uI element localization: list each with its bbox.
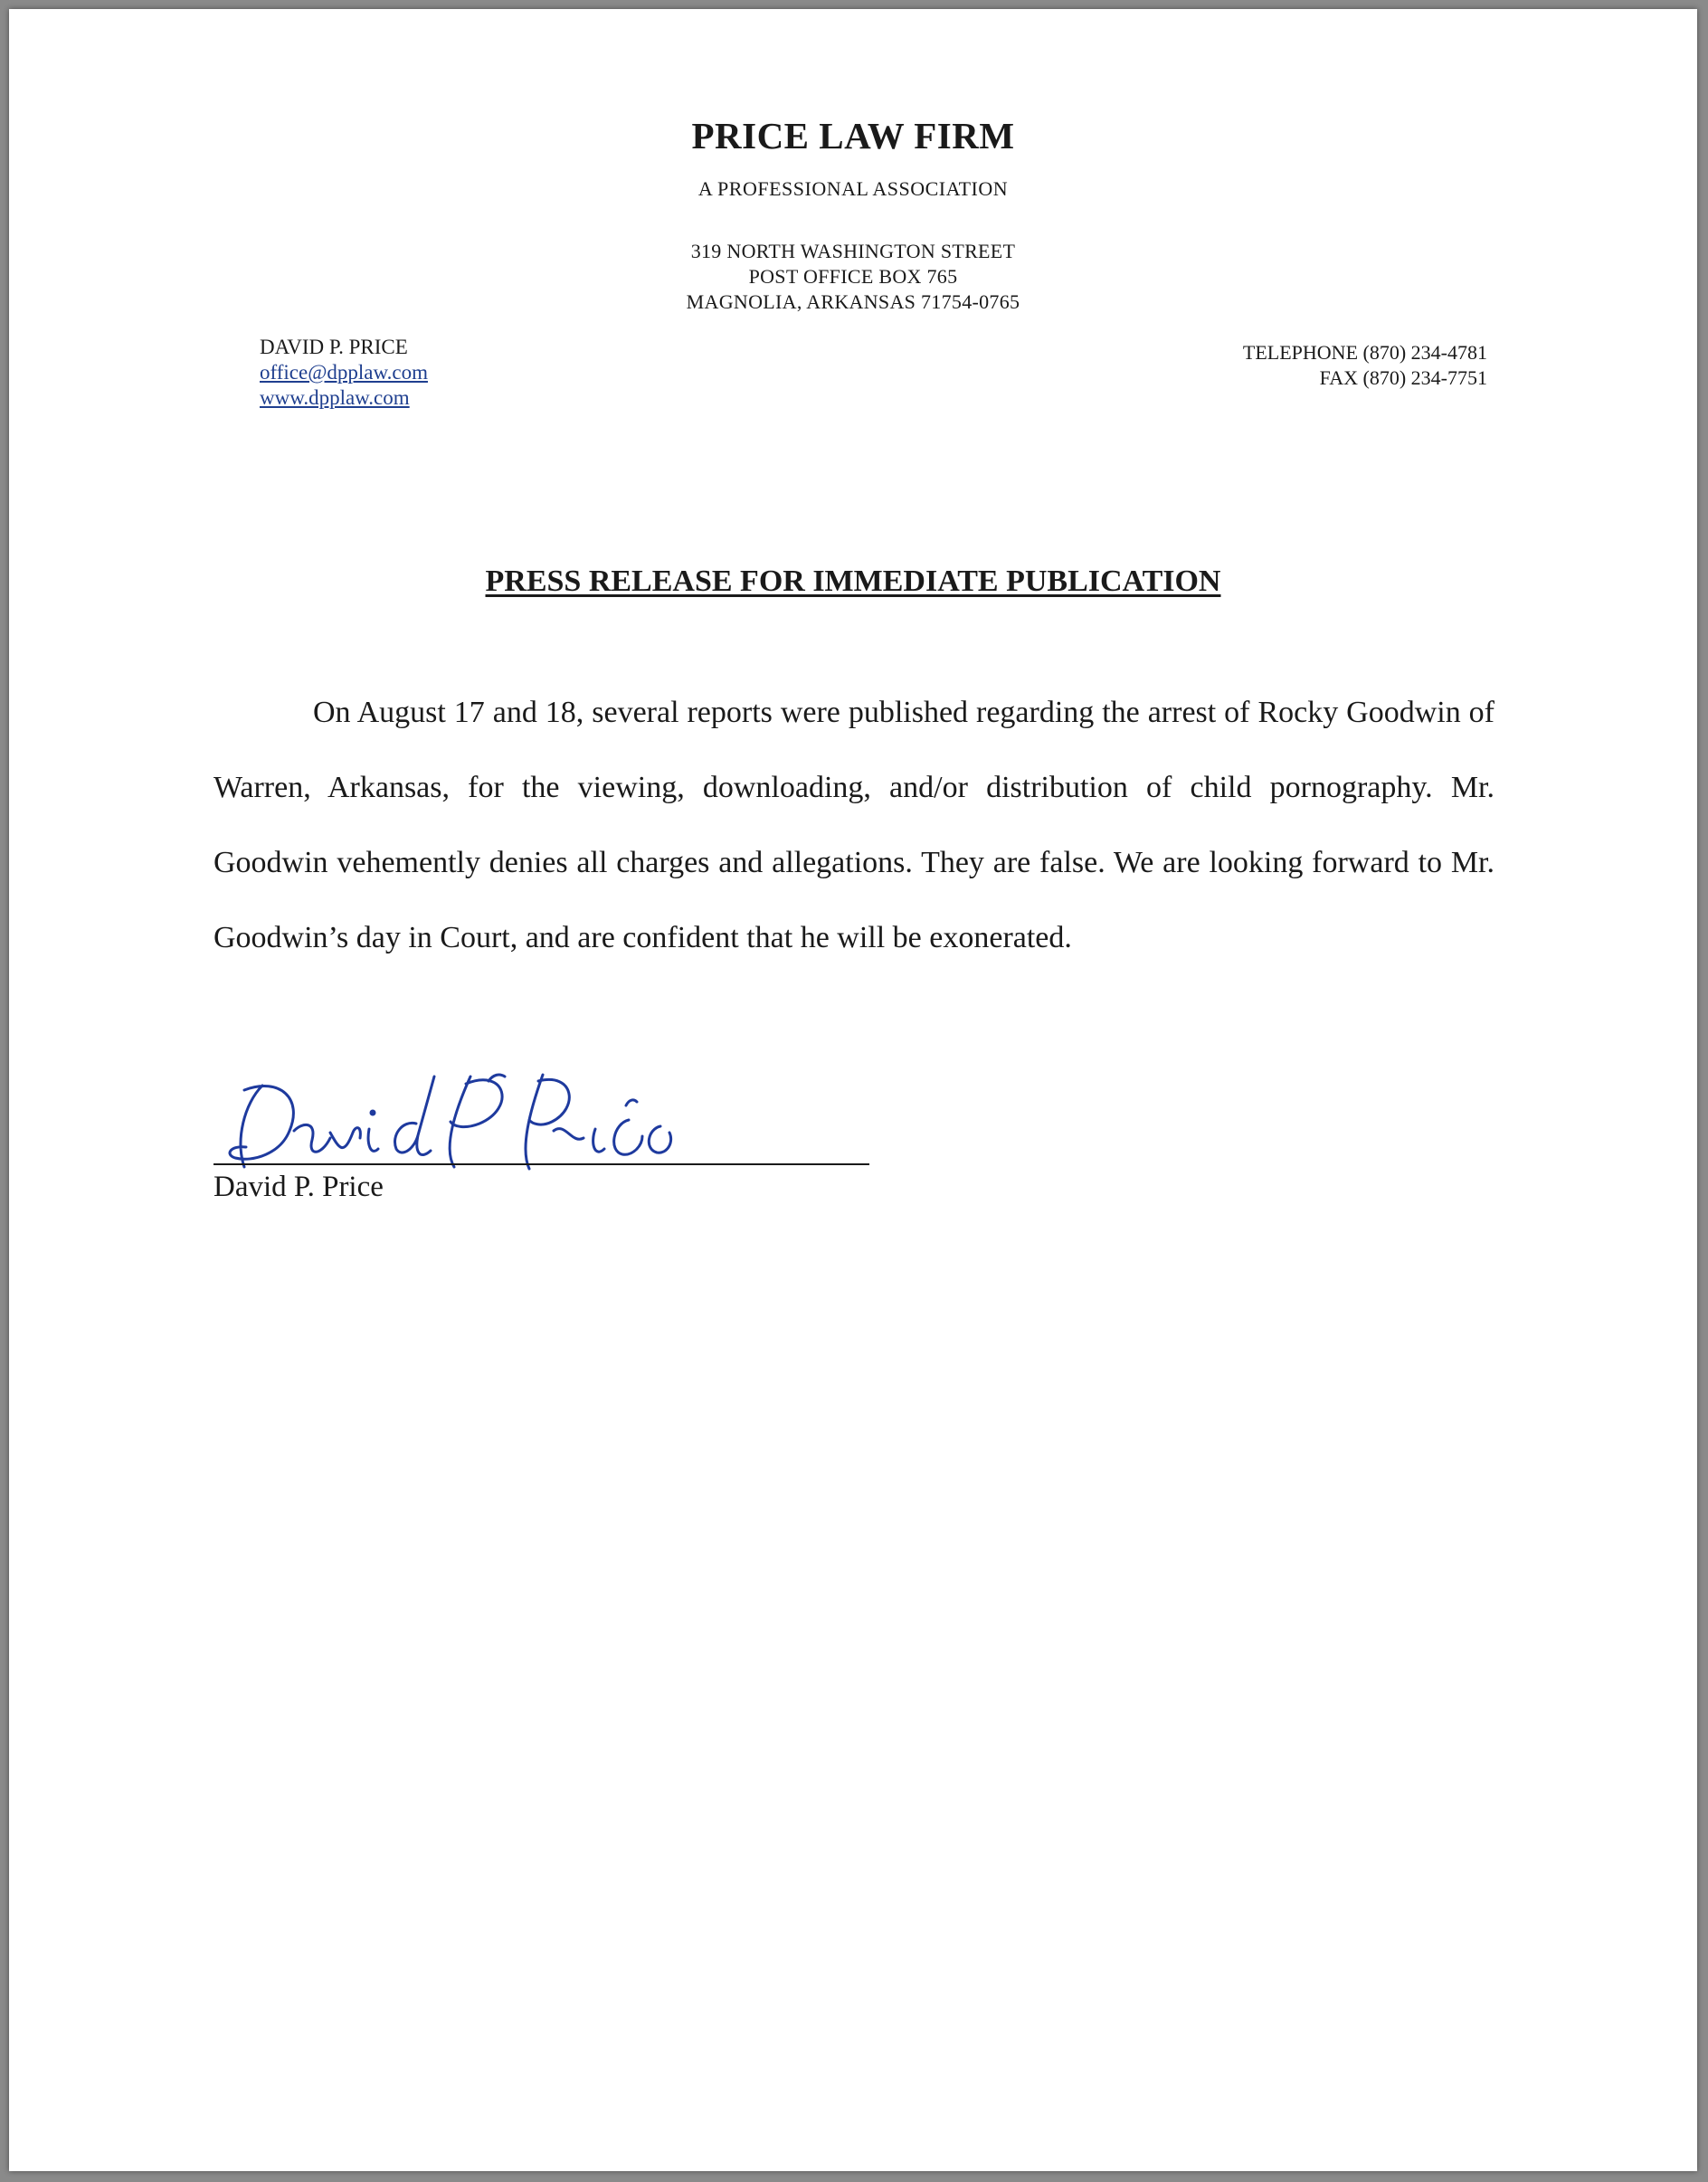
email-link[interactable]: office@dpplaw.com <box>260 361 428 384</box>
document-page <box>9 9 1697 2171</box>
firm-subtitle: A PROFESSIONAL ASSOCIATION <box>697 177 1009 200</box>
press-release-body: On August 17 and 18, several reports were published regarding the arrest of Rocky Goodwin of Warren, Arkansas, for the viewing, downloading, and/or distribution of child pornography. Mr. Goodwin vehemently denies all charges and allegations. They are false. We are looking forward to Mr. Goodwin’s day in Court, and are confident that he will be exonerated. <box>214 696 1494 954</box>
press-release-title: PRESS RELEASE FOR IMMEDIATE PUBLICATION <box>485 564 1221 598</box>
fax-number: FAX (870) 234-7751 <box>1319 366 1487 389</box>
attorney-name: DAVID P. PRICE <box>260 336 408 358</box>
attorney-block <box>260 335 428 411</box>
telephone-number: TELEPHONE (870) 234-4781 <box>1242 341 1487 364</box>
address-street: 319 NORTH WASHINGTON STREET <box>690 240 1016 262</box>
handwritten-signature <box>217 1058 697 1185</box>
firm-name: PRICE LAW FIRM <box>691 115 1015 157</box>
address-po-box: POST OFFICE BOX 765 <box>748 265 958 288</box>
signature-line <box>214 1163 869 1165</box>
website-link[interactable]: www.dpplaw.com <box>260 386 410 409</box>
contact-block <box>1243 340 1487 391</box>
signer-name: David P. Price <box>214 1171 384 1203</box>
address-city: MAGNOLIA, ARKANSAS 71754-0765 <box>686 290 1020 313</box>
firm-address <box>9 239 1697 315</box>
